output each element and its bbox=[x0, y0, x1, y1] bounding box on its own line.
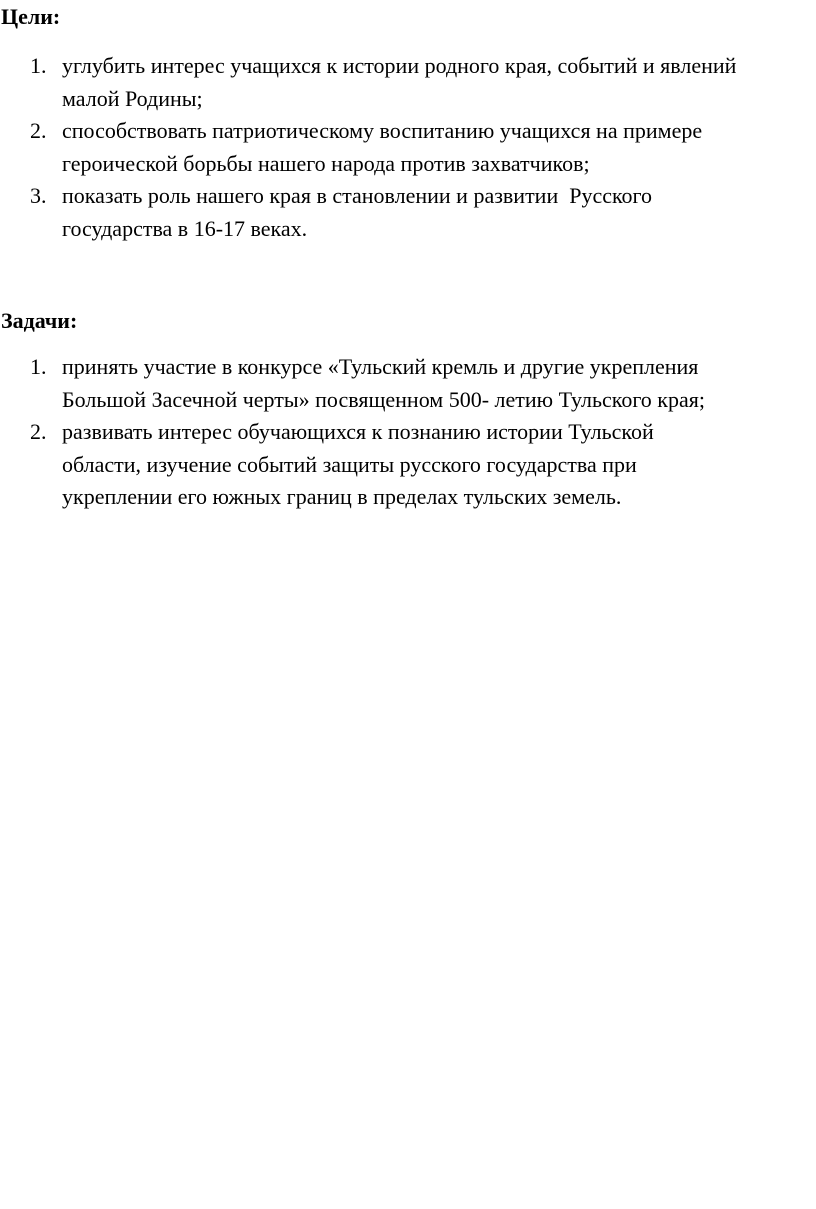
goal-item-3 bbox=[0, 180, 816, 245]
task-item-line: укреплении его южных границ в пределах тульских земель. bbox=[62, 484, 622, 509]
goal-item-line: способствовать патриотическому воспитанию учащихся на примере bbox=[62, 118, 703, 143]
goal-item-number: 2. bbox=[30, 118, 47, 143]
tasks-list bbox=[0, 351, 816, 514]
goal-item-line: малой Родины; bbox=[62, 85, 203, 111]
task-item-2 bbox=[0, 416, 816, 514]
goal-item-line: углубить интерес учащихся к истории родного края, событий и явлений bbox=[62, 53, 737, 78]
goal-item-2 bbox=[0, 115, 816, 180]
goal-item-1 bbox=[0, 50, 816, 115]
goal-item-line: героической борьбы нашего народа против захватчиков; bbox=[62, 150, 590, 176]
goal-item-number: 1. bbox=[30, 53, 47, 78]
goal-item-number: 3. bbox=[30, 183, 47, 208]
goals-list bbox=[0, 50, 816, 245]
goals-heading: Цели: bbox=[1, 4, 61, 29]
task-item-line: принять участие в конкурсе «Тульский кремль и другие укрепления bbox=[62, 354, 699, 379]
task-item-line: развивать интерес обучающихся к познанию истории Тульской bbox=[62, 419, 654, 444]
task-item-line: Большой Засечной черты» посвященном 500- летию Тульского края; bbox=[62, 386, 705, 412]
task-item-number: 1. bbox=[30, 354, 47, 379]
goal-item-line: государства в 16-17 веках. bbox=[62, 215, 308, 241]
task-item-line: области, изучение событий защиты русского государства при bbox=[62, 451, 637, 477]
goal-item-line: показать роль нашего края в становлении и развитии Русского bbox=[62, 183, 653, 208]
task-item-number: 2. bbox=[30, 419, 47, 444]
tasks-heading: Задачи: bbox=[1, 308, 78, 333]
task-item-1 bbox=[0, 351, 816, 416]
